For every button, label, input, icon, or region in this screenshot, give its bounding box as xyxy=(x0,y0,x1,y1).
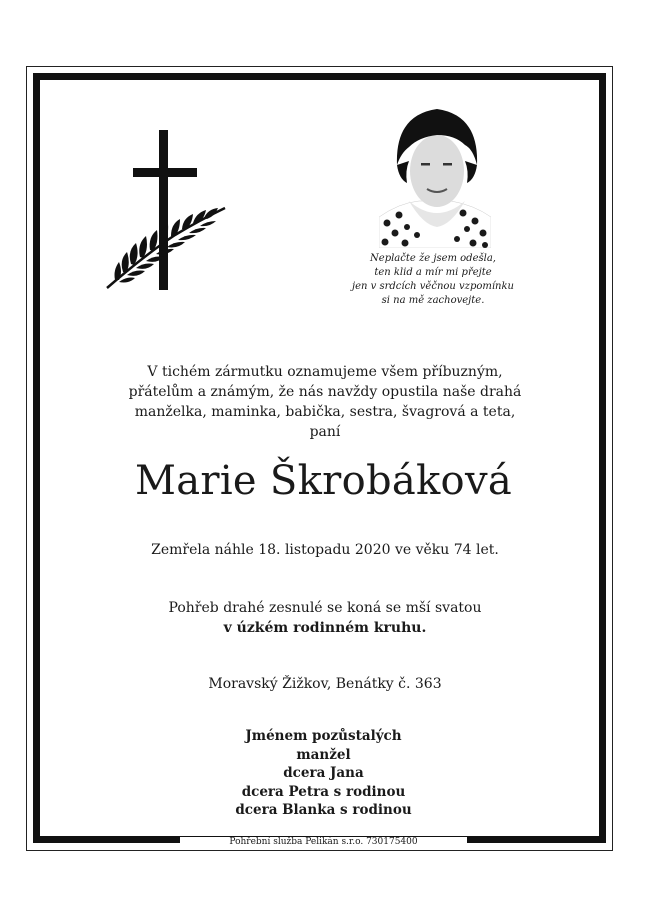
funeral-line-bold: v úzkém rodinném kruhu. xyxy=(223,620,427,636)
mourner-line: manžel xyxy=(296,746,351,763)
mourners-list xyxy=(160,727,487,820)
memorial-poem xyxy=(318,252,548,308)
death-info: Zemřela náhle 18. listopadu 2020 ve věku 74 let. xyxy=(151,542,499,558)
funeral-info xyxy=(95,598,555,638)
funeral-line: Pohřeb drahé zesnulé se koná se mší svatou xyxy=(168,600,482,616)
announcement-text xyxy=(95,362,555,442)
funeral-service-footer: Pohřební služba Pelikán s.r.o. 730175400 xyxy=(180,837,467,847)
announcement-line: paní xyxy=(309,424,341,440)
poem-line: Neplačte že jsem odešla, xyxy=(370,253,496,264)
address: Moravský Žižkov, Benátky č. 363 xyxy=(208,676,442,692)
announcement-line: manželka, maminka, babička, sestra, švagrová a teta, xyxy=(134,404,516,420)
poem-line: si na mě zachovejte. xyxy=(381,295,485,306)
poem-line: jen v srdcích věčnou vzpomínku xyxy=(351,281,514,292)
announcement-line: V tichém zármutku oznamujeme všem příbuzným, xyxy=(147,364,503,380)
mourner-line: dcera Petra s rodinou xyxy=(241,783,406,800)
poem-line: ten klid a mír mi přejte xyxy=(374,267,492,278)
deceased-name: Marie Škrobáková xyxy=(135,458,512,504)
cross-with-palm-icon xyxy=(105,130,229,295)
mourner-line: dcera Jana xyxy=(283,765,364,781)
mourner-line: dcera Blanka s rodinou xyxy=(235,802,412,818)
mourner-line: Jménem pozůstalých xyxy=(245,728,402,744)
announcement-line: přátelům a známým, že nás navždy opustila naše drahá xyxy=(128,384,522,400)
portrait-photo xyxy=(379,105,491,248)
